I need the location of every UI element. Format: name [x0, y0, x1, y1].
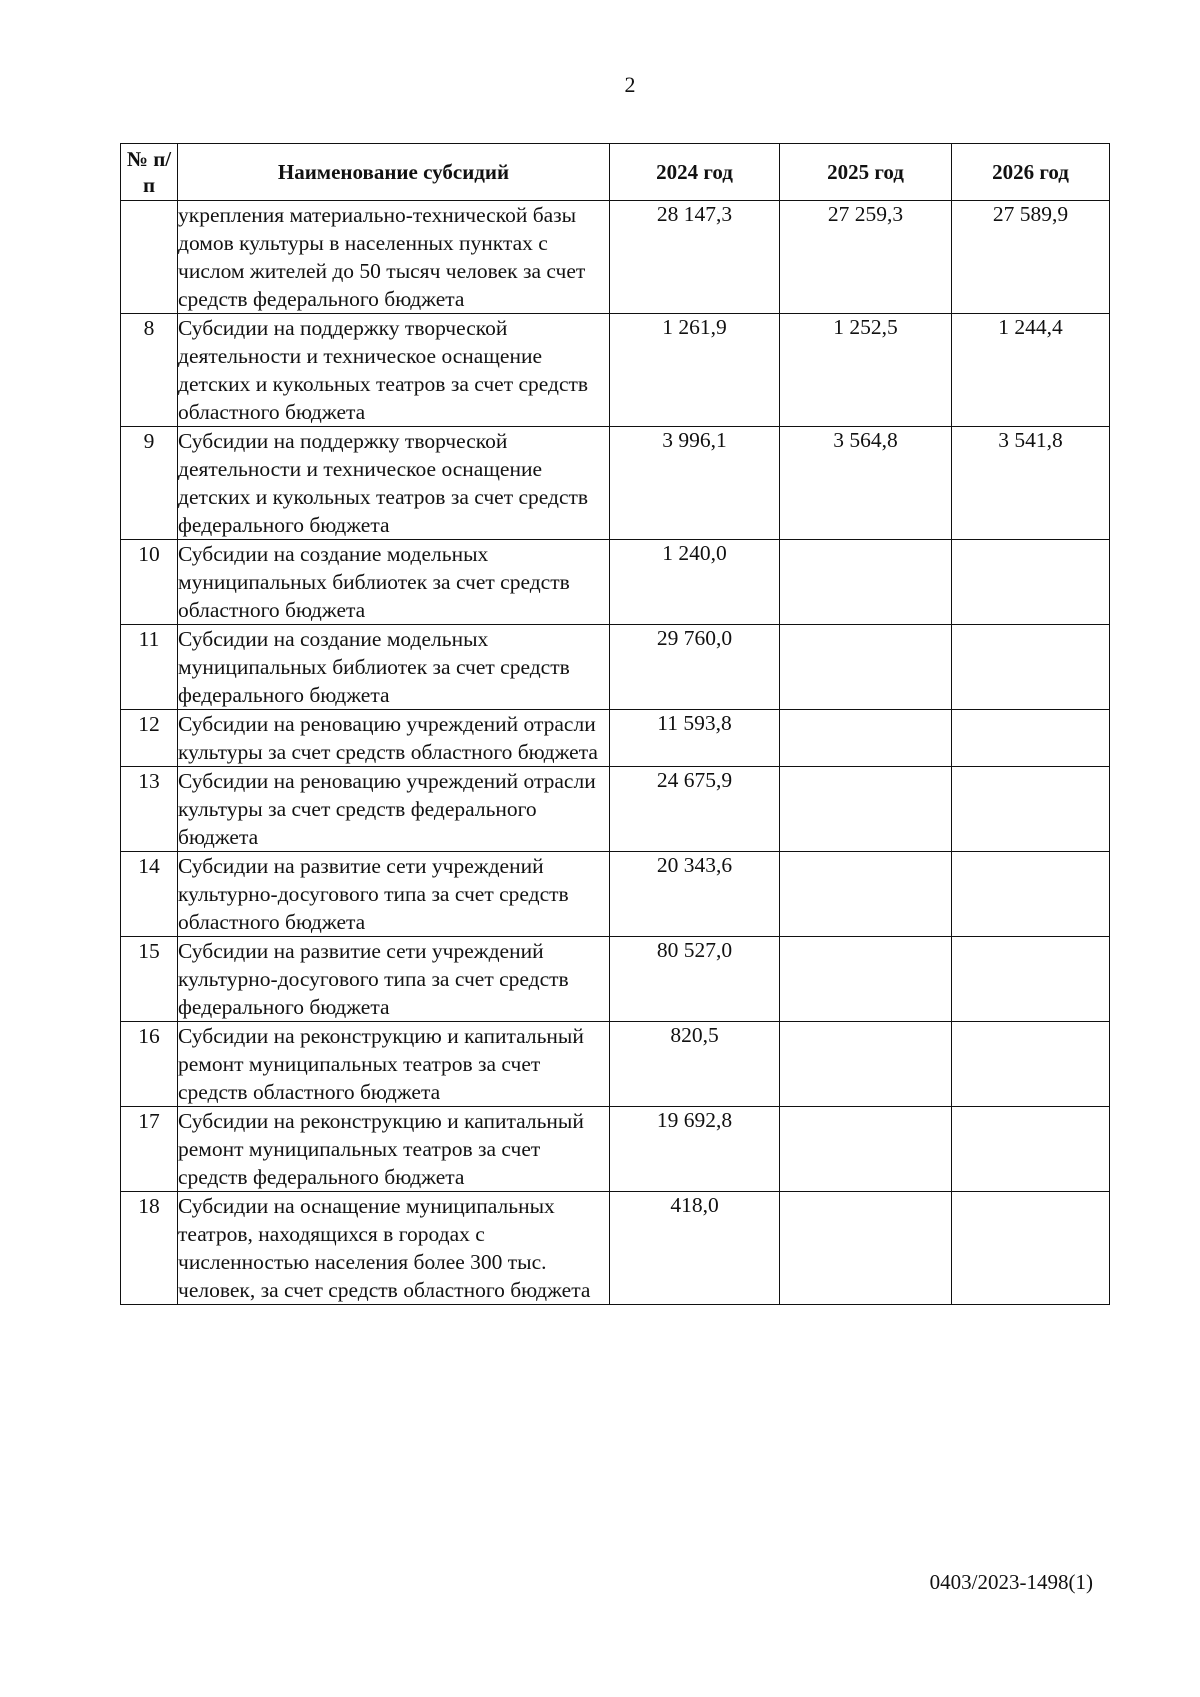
value-2026 — [952, 767, 1110, 852]
value-2024: 11 593,8 — [610, 710, 780, 767]
table-row — [121, 710, 1110, 767]
subsidy-name: Субсидии на реновацию учреждений отрасли культуры за счет средств областного бюджета — [178, 710, 610, 767]
subsidy-name: Субсидии на оснащение муниципальных театров, находящихся в городах с численностью населения более 300 тыс. человек, за счет средств областного бюджета — [178, 1192, 610, 1305]
row-number: 12 — [121, 710, 178, 767]
value-2026 — [952, 852, 1110, 937]
value-2025 — [780, 1192, 952, 1305]
header-num: № п/п — [121, 144, 178, 201]
value-2024: 1 240,0 — [610, 540, 780, 625]
value-2024: 418,0 — [610, 1192, 780, 1305]
subsidy-name: укрепления материально-технической базы домов культуры в населенных пунктах с числом жителей до 50 тысяч человек за счет средств федерального бюджета — [178, 201, 610, 314]
subsidies-table — [120, 143, 1110, 1305]
value-2025: 3 564,8 — [780, 427, 952, 540]
row-number: 8 — [121, 314, 178, 427]
header-2024: 2024 год — [610, 144, 780, 201]
page-number: 2 — [624, 72, 636, 97]
value-2025 — [780, 937, 952, 1022]
row-number: 17 — [121, 1107, 178, 1192]
table-row — [121, 314, 1110, 427]
value-2024: 29 760,0 — [610, 625, 780, 710]
row-number: 13 — [121, 767, 178, 852]
table-row — [121, 427, 1110, 540]
value-2026: 27 589,9 — [952, 201, 1110, 314]
value-2026: 1 244,4 — [952, 314, 1110, 427]
subsidy-name: Субсидии на создание модельных муниципальных библиотек за счет средств федерального бюджета — [178, 625, 610, 710]
value-2024: 80 527,0 — [610, 937, 780, 1022]
value-2026 — [952, 625, 1110, 710]
value-2024: 1 261,9 — [610, 314, 780, 427]
subsidy-name: Субсидии на реновацию учреждений отрасли культуры за счет средств федерального бюджета — [178, 767, 610, 852]
row-number: 9 — [121, 427, 178, 540]
value-2026 — [952, 937, 1110, 1022]
value-2025: 27 259,3 — [780, 201, 952, 314]
table-row — [121, 201, 1110, 314]
row-number: 18 — [121, 1192, 178, 1305]
subsidy-name: Субсидии на реконструкцию и капитальный ремонт муниципальных театров за счет средств областного бюджета — [178, 1022, 610, 1107]
value-2025 — [780, 625, 952, 710]
table-row — [121, 852, 1110, 937]
table-row — [121, 937, 1110, 1022]
table-row — [121, 625, 1110, 710]
value-2026: 3 541,8 — [952, 427, 1110, 540]
table-header-row — [121, 144, 1110, 201]
table-row — [121, 540, 1110, 625]
header-name: Наименование субсидий — [178, 144, 610, 201]
row-number: 14 — [121, 852, 178, 937]
subsidy-name: Субсидии на создание модельных муниципальных библиотек за счет средств областного бюджета — [178, 540, 610, 625]
value-2025 — [780, 767, 952, 852]
table-row — [121, 1192, 1110, 1305]
subsidy-name: Субсидии на поддержку творческой деятельности и техническое оснащение детских и кукольных театров за счет средств областного бюджета — [178, 314, 610, 427]
value-2024: 24 675,9 — [610, 767, 780, 852]
value-2025 — [780, 1107, 952, 1192]
document-code: 0403/2023-1498(1) — [929, 1570, 1093, 1594]
value-2024: 820,5 — [610, 1022, 780, 1107]
value-2025 — [780, 852, 952, 937]
subsidy-name: Субсидии на реконструкцию и капитальный ремонт муниципальных театров за счет средств федерального бюджета — [178, 1107, 610, 1192]
table-row — [121, 1022, 1110, 1107]
subsidy-name: Субсидии на развитие сети учреждений культурно-досугового типа за счет средств областного бюджета — [178, 852, 610, 937]
value-2026 — [952, 1107, 1110, 1192]
value-2025 — [780, 540, 952, 625]
table-row — [121, 1107, 1110, 1192]
value-2026 — [952, 540, 1110, 625]
value-2026 — [952, 1192, 1110, 1305]
header-2026: 2026 год — [952, 144, 1110, 201]
value-2024: 19 692,8 — [610, 1107, 780, 1192]
value-2024: 3 996,1 — [610, 427, 780, 540]
row-number — [121, 201, 178, 314]
table-row — [121, 767, 1110, 852]
row-number: 16 — [121, 1022, 178, 1107]
row-number: 10 — [121, 540, 178, 625]
row-number: 11 — [121, 625, 178, 710]
row-number: 15 — [121, 937, 178, 1022]
value-2026 — [952, 710, 1110, 767]
value-2025 — [780, 1022, 952, 1107]
subsidy-name: Субсидии на развитие сети учреждений культурно-досугового типа за счет средств федерального бюджета — [178, 937, 610, 1022]
subsidy-name: Субсидии на поддержку творческой деятельности и техническое оснащение детских и кукольных театров за счет средств федерального бюджета — [178, 427, 610, 540]
header-2025: 2025 год — [780, 144, 952, 201]
value-2024: 20 343,6 — [610, 852, 780, 937]
value-2025 — [780, 710, 952, 767]
value-2026 — [952, 1022, 1110, 1107]
value-2024: 28 147,3 — [610, 201, 780, 314]
value-2025: 1 252,5 — [780, 314, 952, 427]
